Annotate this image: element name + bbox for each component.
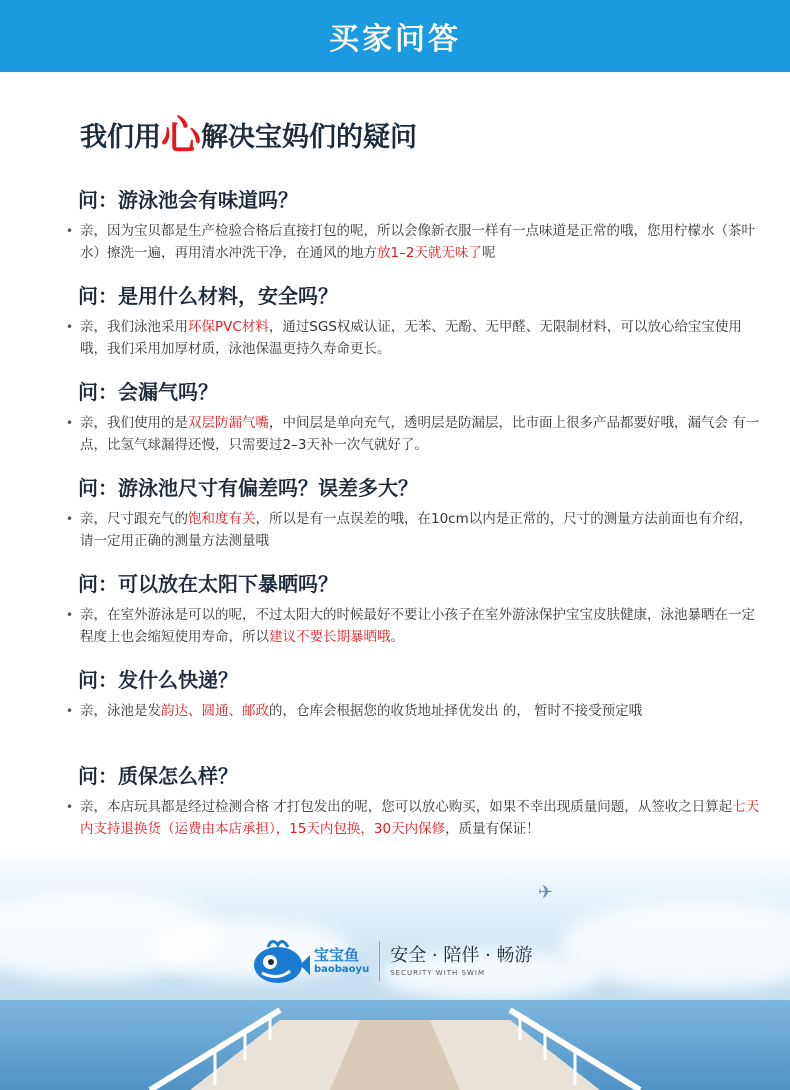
answer-text: 亲，因为宝贝都是生产检验合格后直接打包的呢，所以会像新衣服一样有一点味道是正常的哦，您用柠檬水（茶叶水）擦洗一遍，再用清水冲洗干净，在通风的地方 xyxy=(80,223,755,261)
qa-item xyxy=(78,660,768,756)
answer xyxy=(64,508,760,552)
answer-text: ，所以是有一点误差的哦，在10cm以内是正常的，尺寸的测量方法前面也有介绍，请一定用正确的测量方法测量哦 xyxy=(80,511,753,549)
fish-logo-icon xyxy=(248,935,310,987)
answer-text: ，质量有保证！ xyxy=(445,821,540,837)
question: 问：质保怎么样？ xyxy=(78,764,238,788)
answer-text: 亲，我们泳池采用 xyxy=(80,319,188,335)
qa-item xyxy=(78,756,768,852)
seaside-banner xyxy=(0,850,790,1090)
answer-text: 亲，我们使用的是 xyxy=(80,415,188,431)
answer-text: 亲，在室外游泳是可以的呢，不过太阳大的时候最好不要让小孩子在室外游泳保护宝宝皮肤健康，泳池暴晒在一定程度上也会缩短使用寿命，所以 xyxy=(80,607,755,645)
answer-highlight: 环保PVC材料 xyxy=(188,319,269,335)
question: 问：是用什么材料，安全吗？ xyxy=(78,284,338,308)
question: 问：会漏气吗？ xyxy=(78,380,218,404)
answer-text: 亲，尺寸跟充气的 xyxy=(80,511,188,527)
answer-text: 亲，泳池是发 xyxy=(80,703,161,719)
question: 问：游泳池会有味道吗？ xyxy=(78,188,298,212)
answer-highlight: 韵达、圆通、邮政 xyxy=(161,703,269,719)
headline-after: 解决宝妈们的疑问 xyxy=(201,122,417,153)
qa-item xyxy=(78,276,768,372)
answer xyxy=(64,316,760,360)
seagull-icon: ✈ xyxy=(538,882,554,903)
headline-heart: 心 xyxy=(161,113,201,159)
answer-highlight: 双层防漏气嘴 xyxy=(188,415,269,431)
qa-item xyxy=(78,468,768,564)
question: 问：发什么快递？ xyxy=(78,668,238,692)
answer-text: ，通过SGS权威认证，无苯、无酚、无甲醛、无限制材料，可以放心给宝宝使用哦，我们采用加厚材质，泳池保温更持久寿命更长。 xyxy=(80,319,742,357)
answer xyxy=(64,220,760,264)
answer xyxy=(64,700,760,722)
brand-slogan-en: SECURITY WITH SWIM xyxy=(390,969,486,977)
qa-list xyxy=(0,180,790,852)
brand-name-en: baobaoyu xyxy=(314,964,370,975)
brand-slogan: 安全 · 陪伴 · 畅游 xyxy=(390,945,533,966)
answer-highlight: 饱和度有关 xyxy=(188,511,256,527)
answer-text: ，中间层是单向充气，透明层是防漏层，比市面上很多产品都要好哦，漏气会 有一点，比氢气球漏得还慢，只需要过2–3天补一次气就好了。 xyxy=(80,415,760,453)
answer-highlight: 建议不要长期暴晒哦 xyxy=(269,629,391,645)
answer xyxy=(64,412,760,456)
qa-item xyxy=(78,564,768,660)
question: 问：游泳池尺寸有偏差吗？误差多大？ xyxy=(78,476,418,500)
answer xyxy=(64,796,760,840)
answer-highlight: 放1–2天就无味了 xyxy=(377,245,482,261)
header-title: 买家问答 xyxy=(329,22,461,57)
logo-divider xyxy=(379,941,380,981)
header-banner xyxy=(0,0,790,72)
brand-name-cn: 宝宝鱼 xyxy=(314,946,360,964)
answer-text: 的，仓库会根据您的收货地址择优发出 的， 暂时不接受预定哦 xyxy=(269,703,643,719)
answer xyxy=(64,604,760,648)
qa-item xyxy=(78,372,768,468)
page-headline xyxy=(80,108,417,166)
qa-item xyxy=(78,180,768,276)
question: 问：可以放在太阳下暴晒吗？ xyxy=(78,572,338,596)
answer-highlight: 七天内支持退换货（运费由本店承担），15天内包换，30天内保修 xyxy=(80,799,760,837)
answer-text: 亲，本店玩具都是经过检测合格 才打包发出的呢，您可以放心购买，如果不幸出现质量问题，从签收之日算起 xyxy=(80,799,733,815)
answer-text: 呢 xyxy=(481,245,496,261)
answer-text: 。 xyxy=(390,629,404,645)
brand-logo xyxy=(248,932,548,990)
headline-before: 我们用 xyxy=(80,122,161,153)
